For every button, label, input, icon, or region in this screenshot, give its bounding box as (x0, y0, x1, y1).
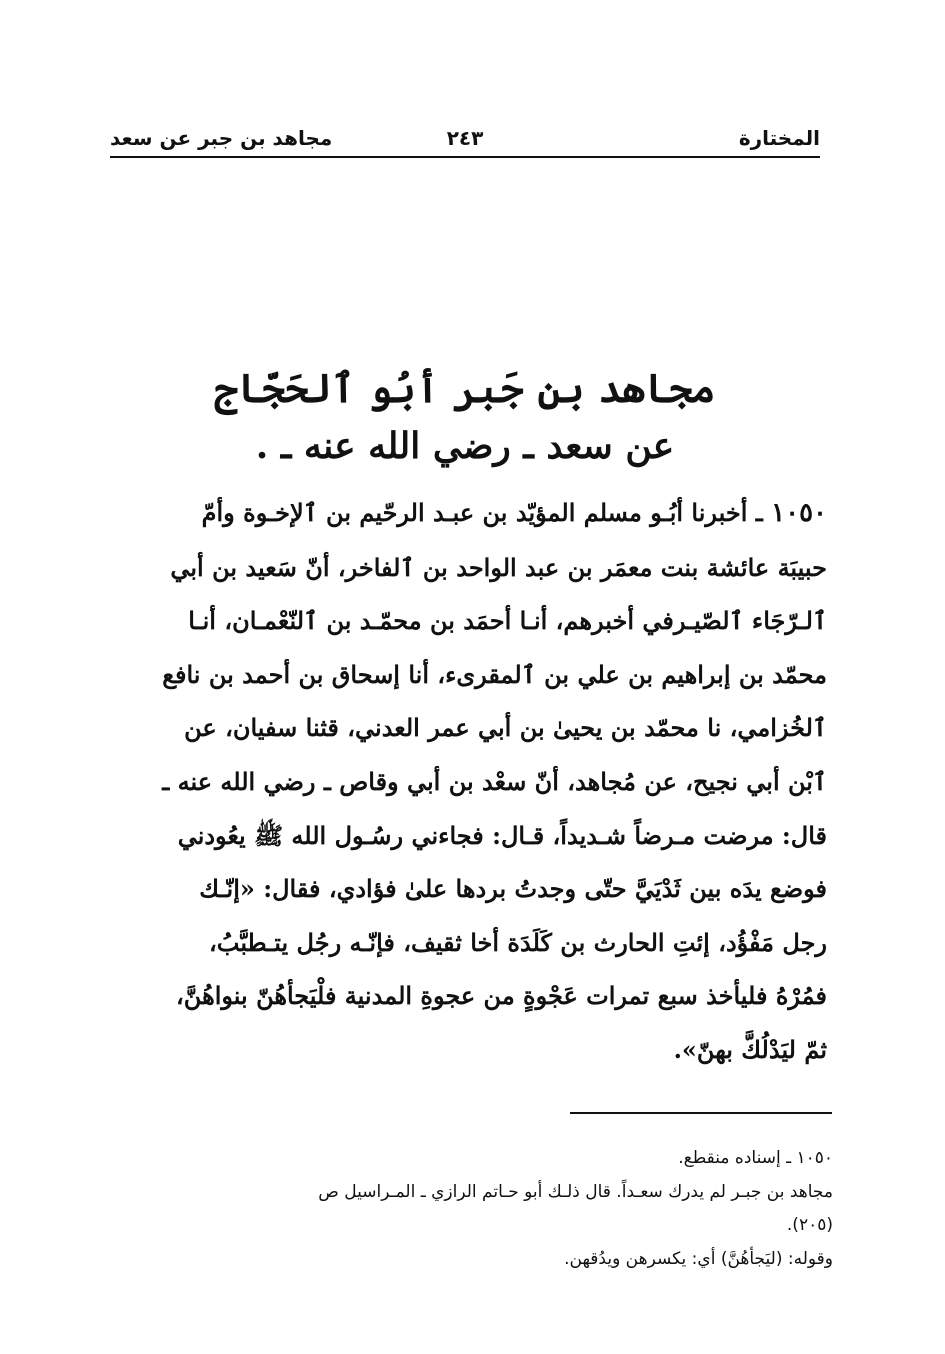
hadith-number: ١٠٥٠ (771, 498, 827, 528)
hadith-line-8: فوضع يدَه بين ثَدْيَيَّ حتّى وجدتُ بردها علىٰ فؤادي، فقال: «إنّـك (199, 874, 827, 904)
hadith-line-1 (115, 486, 827, 541)
book-title: المختارة (738, 126, 820, 150)
hadith-text (115, 486, 827, 1077)
hadith-line-2: حبيبَة عائشة بنت معمَر بن عبد الواحد بن ٱلفاخر، أنّ سَعيد بن أبي (170, 552, 827, 582)
footnote-divider (570, 1112, 832, 1114)
hadith-line-11: ثمّ ليَدْلُكَّ بهنّ». (673, 1034, 827, 1064)
footnote-line-1: ١٠٥٠ ـ إسناده منقطع. (678, 1148, 833, 1168)
footnote-line-4: وقوله: (ليَجأهُنَّ) أي: يكسرهن ويدُقهن. (564, 1248, 833, 1269)
chapter-title-line1: مجاهد بن جَبر أبُو ٱلحَجّاج (214, 365, 716, 412)
page-number: ٢٤٣ (446, 126, 484, 150)
header-divider (110, 156, 820, 158)
hadith-line-9: رجل مَفْؤُد، إئتِ الحارث بن كَلَدَة أخا ثقيف، فإنّـه رجُل يتـطبَّبُ، (209, 927, 827, 957)
chapter-title (110, 360, 820, 474)
hadith-line-3: ٱلـرّجَاء ٱلصّيـرفي أخبرهم، أنـا أحمَد بن محمّـد بن ٱلنّعْمـان، أنـا (188, 606, 827, 636)
section-running-title: مجاهد بن جبر عن سعد (110, 126, 333, 150)
hadith-line-1-text: ـ أخبرنا أبُـو مسلم المؤيّد بن عبـد الرحّيم بن ٱلإخـوة وأمّ (201, 498, 763, 527)
hadith-line-4: محمّد بن إبراهيم بن علي بن ٱلمقرىء، أنا إسحاق بن أحمد بن نافع (162, 659, 827, 689)
hadith-line-5: ٱلخُزامي، نا محمّد بن يحيىٰ بن أبي عمر العدني، قثنا سفيان، عن (184, 713, 827, 743)
chapter-title-line2: عن سعد ـ رضي الله عنه ـ . (255, 425, 675, 467)
footnotes (115, 1142, 833, 1276)
hadith-line-6: ٱبْن أبي نجيح، عن مُجاهد، أنّ سعْد بن أبي وقاص ـ رضي الله عنه ـ (162, 766, 827, 796)
hadith-line-7: قال: مرضت مـرضاً شـديداً، قـال: فجاءني رسُـول الله ﷺ يعُودني (177, 820, 827, 850)
footnote-line-2: مجاهد بن جبـر لم يدرك سعـداً. قال ذلـك أبو حـاتم الرازي ـ المـراسيل ص (318, 1181, 833, 1202)
hadith-line-10: فمُرْهُ فليأخذ سبع تمرات عَجْوةٍ من عجوةِ المدنية فلْيَجأهُنّ بنواهُنَّ، (176, 981, 827, 1011)
running-header (110, 120, 820, 160)
footnote-line-3: (٢٠٥). (786, 1215, 833, 1235)
